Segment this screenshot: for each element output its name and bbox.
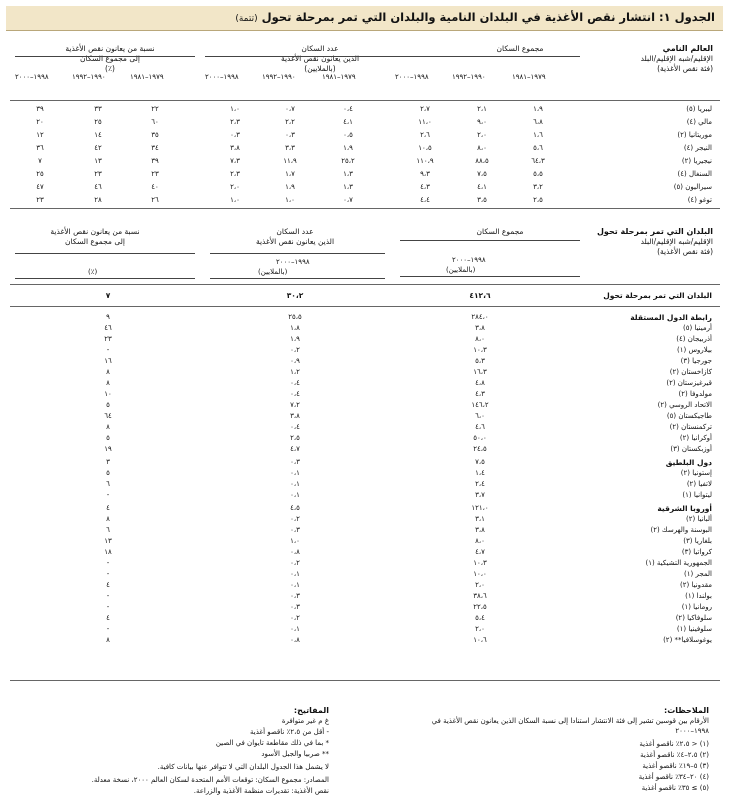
table-row: رابطة الدول المستقلة ٢٨٤،٠ ٢٥،٥ ٩ xyxy=(106,313,712,322)
units-label: (بالملايين) xyxy=(258,268,288,276)
table-title: الجدول ١: انتشار نقص الأغذية في البلدان النامية والبلدان التي تمر بمرحلة تحول (تتمة) xyxy=(235,10,715,24)
keys-title: المفاتيح: xyxy=(293,706,329,715)
table-row: بلغاريا (٣) ٨،٠ ١،٠ ١٣ xyxy=(104,537,712,545)
key-item: نقص الأغذية: تقديرات منظمة الأغذية والزراعة. xyxy=(193,787,329,795)
table-row: بولندا (١) ٣٨،٦ ٠،٣ - xyxy=(106,592,712,600)
table-row: جورجيا (٣) ٥،٣ ٠،٩ ١٦ xyxy=(104,357,712,365)
note-item: (١) < ٢،٥٪ ناقصو أغذية xyxy=(639,740,709,748)
table-row: السنغال (٤) ٥،٥ ٧،٥ ٩،٣ ١،٣ ١،٧ ٢،٣ ٢٣ ٢٣ ٢٥ xyxy=(36,170,712,178)
table-row: قيرغيزستان (٢) ٤،٨ ٠،٤ ٨ xyxy=(106,379,712,387)
bottom-col-total-header: مجموع السكان xyxy=(476,227,524,236)
table-row: موريتانيا (٢) ١،٦ ٢،٠ ٢،٦ ٠،٥ ٠،٣ ٠،٣ ٣٥ ١٤ ١٢ xyxy=(36,131,712,139)
table-row: البلدان التي تمر بمرحلة تحول ٤١٢،٦ ٣٠،٢ ٧ xyxy=(105,291,712,300)
table-row: يوغوسلافيا** (٢) ١٠،٦ ٠،٨ ٨ xyxy=(106,636,712,644)
table-row: البوسنة والهرسك (٢) ٣،٨ ٠،٣ ٦ xyxy=(106,526,712,534)
notes-title: الملاحظات: xyxy=(664,706,709,715)
table-row: ليتوانيا (١) ٣،٧ ٠،١ - xyxy=(106,491,712,499)
period-label: ١٩٩٨–٢٠٠٠ xyxy=(395,73,429,81)
top-col-total-header: مجموع السكان xyxy=(496,44,544,53)
period-label: ١٩٩٠–١٩٩٢ xyxy=(452,73,486,81)
bottom-region-header: البلدان التي تمر بمرحلة تحول الإقليم/شبه الإقليم/البلد (فئة نقص الأغذية) xyxy=(596,227,713,256)
divider xyxy=(10,208,720,209)
key-item: غ م غير متوافرة xyxy=(281,717,329,725)
note-item: (٢) ٢،٥–٤٪ ناقصو أغذية xyxy=(640,751,709,759)
table-row: الاتحاد الروسي (٢) ١٤٦،٢ ٧،٢ ٥ xyxy=(106,401,712,409)
divider xyxy=(10,284,720,285)
table-row: النيجر (٤) ٥،٦ ٨،٠ ١٠،٥ ١،٩ ٣،٣ ٣،٨ ٣٤ ٤٢ ٣٦ xyxy=(36,144,712,152)
table-row: كرواتيا (٣) ٤،٧ ٠،٨ ١٨ xyxy=(104,548,712,556)
bottom-col-pct-header: نسبة من يعانون نقص الأغذية إلى مجموع السكان xyxy=(50,227,140,246)
period-label: ١٩٩٨–٢٠٠٠ xyxy=(205,73,239,81)
period-label: ١٩٩٨–٢٠٠٠ xyxy=(276,258,310,266)
note-item: (٤) ٢٠–٣٤٪ ناقصو أغذية xyxy=(638,773,709,781)
key-item: المصادر: مجموع السكان: توقعات الأمم المتحدة لسكان العالم ٢٠٠٠، نسخة معدلة. xyxy=(91,776,329,784)
note-item: (٥) ≥ ٣٥٪ ناقصو أغذية xyxy=(641,784,709,792)
table-row: مالي (٤) ٦،٨ ٩،٠ ١١،٠ ٤،١ ٢،٢ ٢،٣ ٦٠ ٢٥ ٢٠ xyxy=(36,118,712,126)
table-row: أذربيجان (٤) ٨،٠ ١،٩ ٢٣ xyxy=(104,335,712,343)
table-row: كازاخستان (٢) ١٦،٣ ١،٢ ٨ xyxy=(106,368,712,376)
table-row: مولدوفا (٢) ٤،٣ ٠،٤ ١٠ xyxy=(104,390,712,398)
table-row: تركمنستان (٢) ٤،٦ ٠،٤ ٨ xyxy=(106,423,712,431)
units-label: (بالملايين) xyxy=(446,266,476,274)
key-item: * بما في ذلك مقاطعة تايوان في الصين xyxy=(215,739,329,747)
period-label: ١٩٧٩–١٩٨١ xyxy=(130,73,164,81)
table-row: نيجيريا (٢) ٦٤،٣ ٨٨،٥ ١١٠،٩ ٢٥،٢ ١١،٩ ٧،٣ ٣٩ ١٣ ٧ xyxy=(38,157,712,165)
table-row: الجمهورية التشيكية (١) ١٠،٣ ٠،٢ - xyxy=(106,559,712,567)
table-title-bar xyxy=(6,6,723,31)
period-label: ١٩٩٨–٢٠٠٠ xyxy=(15,73,49,81)
bottom-col-under-header: عدد السكان الذين يعانون نقص الأغذية xyxy=(255,227,335,246)
table-row: أرمينيا (٥) ٣،٨ ١،٨ ٤٦ xyxy=(104,324,712,332)
top-region-header: العالم النامي الإقليم/شبه الإقليم/البلد (فئة نقص الأغذية) xyxy=(640,44,713,73)
key-item: ** صربيا والجبل الأسود xyxy=(261,750,329,758)
table-row: توغو (٤) ٢،٥ ٣،٥ ٤،٤ ٠،٧ ١،٠ ١،٠ ٢٦ ٢٨ ٢٣ xyxy=(36,196,712,204)
table-row: أوكرانيا (٢) ٥٠،٠ ٢،٥ ٥ xyxy=(106,434,712,442)
top-col-under-header: عدد السكان الذين يعانون نقص الأغذية (بالملايين) xyxy=(280,44,360,73)
table-row: رومانيا (١) ٢٢،٥ ٠،٣ - xyxy=(106,603,712,611)
table-row: مقدونيا (٢) ٢،٠ ٠،١ ٤ xyxy=(106,581,712,589)
table-row: المجر (١) ١٠،٠ ٠،١ - xyxy=(106,570,712,578)
table-row: سلوفاكيا (٢) ٥،٤ ٠،٢ ٤ xyxy=(106,614,712,622)
table-row: إستونيا (٢) ١،٤ ٠،١ ٥ xyxy=(106,469,712,477)
key-item: لا يشمل هذا الجدول البلدان التي لا تتوافر عنها بيانات كافية. xyxy=(157,763,329,771)
table-row: دول البلطيق ٧،٥ ٠،٣ ٣ xyxy=(106,458,712,467)
table-row: بيلاروس (١) ١٠،٣ ٠،٢ - xyxy=(106,346,712,354)
units-label: (٪) xyxy=(88,268,98,276)
period-label: ١٩٧٩–١٩٨١ xyxy=(322,73,356,81)
notes-intro: الأرقام بين قوسين تشير إلى فئة الانتشار استنادا إلى نسبة السكان الذين يعانون نقص الأغذية في xyxy=(431,717,709,725)
key-item: - أقل من ٢،٥٪ ناقصو أغذية xyxy=(250,728,329,736)
table-row: سيراليون (٥) ٣،٢ ٤،١ ٤،٣ ١،٣ ١،٩ ٢،٠ ٤٠ ٤٦ ٤٧ xyxy=(36,183,712,191)
notes-intro-period: ١٩٩٨–٢٠٠٠ xyxy=(675,727,709,735)
divider xyxy=(10,100,720,101)
table-row: لاتفيا (٢) ٢،٤ ٠،١ ٦ xyxy=(106,480,712,488)
divider xyxy=(10,306,720,307)
note-item: (٣) ٥–١٩٪ ناقصو أغذية xyxy=(642,762,709,770)
table-row: طاجيكستان (٥) ٦،٠ ٣،٨ ٦٤ xyxy=(104,412,712,420)
period-label: ١٩٩٨–٢٠٠٠ xyxy=(452,256,486,264)
table-row: ليبريا (٥) ١،٩ ٢،١ ٢،٧ ٠،٤ ٠،٧ ١،٠ ٢٢ ٣٣ ٣٩ xyxy=(36,105,712,113)
table-row: سلوفينيا (١) ٢،٠ ٠،١ - xyxy=(106,625,712,633)
period-label: ١٩٩٠–١٩٩٢ xyxy=(262,73,296,81)
table-row: أوزبكستان (٣) ٢٤،٥ ٤،٧ ١٩ xyxy=(104,445,712,453)
divider xyxy=(10,680,720,681)
top-col-pct-header: نسبة من يعانون نقص الأغذية إلى مجموع السكان (٪) xyxy=(65,44,155,73)
period-label: ١٩٧٩–١٩٨١ xyxy=(512,73,546,81)
table-row: ألبانيا (٢) ٣،١ ٠،٢ ٨ xyxy=(106,515,712,523)
table-row: أوروبا الشرقية ١٢١،٠ ٤،٥ ٤ xyxy=(106,504,712,513)
period-label: ١٩٩٠–١٩٩٢ xyxy=(72,73,106,81)
